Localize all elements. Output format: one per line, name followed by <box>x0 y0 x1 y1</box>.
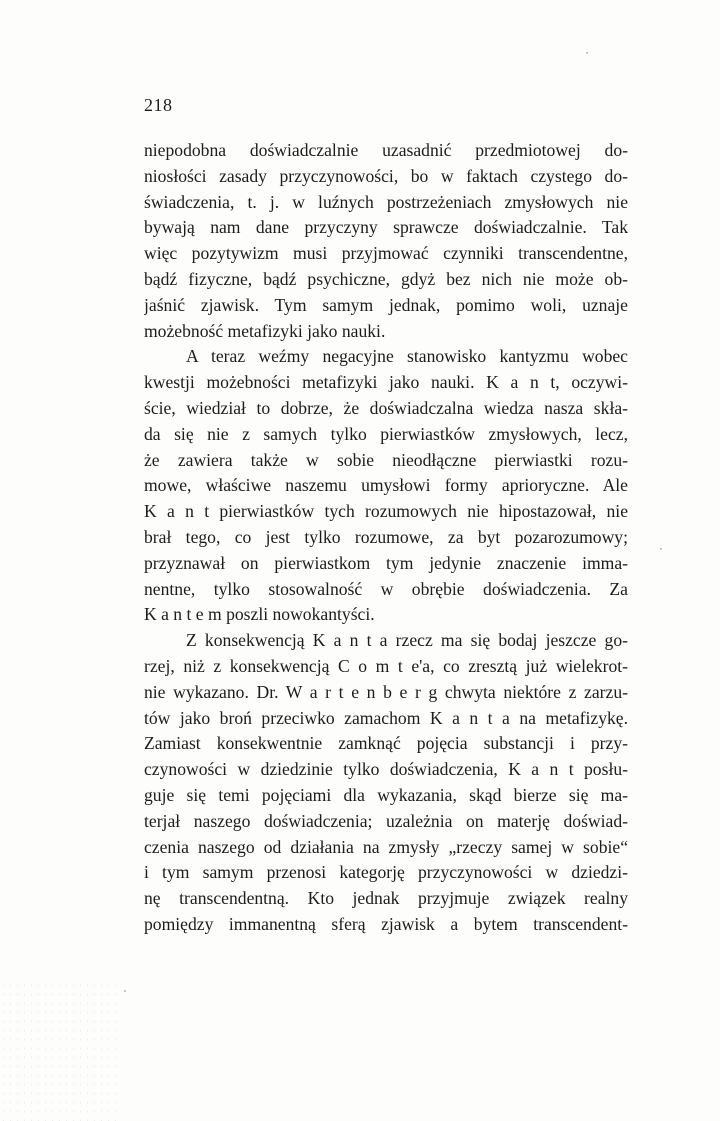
text-line: świadczenia, t. j. w luźnych postrzeżeniach zmysłowych nie <box>144 191 628 212</box>
text-line: pomiędzy immanentną sferą zjawisk a bytem transcendent- <box>144 913 628 934</box>
text-line: mowe, właściwe naszemu umysłowi formy aprioryczne. Ale <box>144 475 628 496</box>
text-line: niosłości zasady przyczynowości, bo w faktach czystego do- <box>144 165 628 186</box>
text-line: K a n t e m poszli nowokantyści. <box>144 604 375 625</box>
text-line: bywają nam dane przyczyny sprawcze doświadczalnie. Tak <box>144 217 628 238</box>
text-line: kwestji możebności metafizyki jako nauki. K a n t, oczywi- <box>144 372 628 393</box>
text-line: przyznawał on pierwiastkom tym jedynie znaczenie imma- <box>144 552 628 573</box>
text-line: terjał naszego doświadczenia; uzależnia on materję doświad- <box>144 810 628 831</box>
paper-edge-texture <box>0 981 120 1121</box>
text-line: możebność metafizyki jako nauki. <box>144 320 386 341</box>
text-line: bądź fizyczne, bądź psychiczne, gdyż bez nich nie może ob- <box>144 268 628 289</box>
text-line: jaśnić zjawisk. Tym samym jednak, pomimo woli, uznaje <box>144 294 628 315</box>
text-line: czenia naszego od działania na zmysły „rzeczy samej w sobie“ <box>144 836 628 857</box>
text-line: nę transcendentną. Kto jednak przyjmuje związek realny <box>144 888 628 909</box>
text-line: i tym samym przenosi kategorję przyczynowości w dziedzi- <box>144 862 628 883</box>
text-line: da się nie z samych tylko pierwiastków zmysłowych, lecz, <box>144 423 628 444</box>
text-line: A teraz weźmy negacyjne stanowisko kantyzmu wobec <box>186 346 628 367</box>
text-line: brał tego, co jest tylko rozumowe, za byt pozarozumowy; <box>144 526 628 547</box>
text-line: K a n t pierwiastków tych rozumowych nie hipostazował, nie <box>144 501 628 522</box>
text-line: nie wykazano. Dr. W a r t e n b e r g chwyta niektóre z zarzu- <box>144 681 628 702</box>
paper-speck <box>124 990 126 992</box>
text-line: że zawiera także w sobie nieodłączne pierwiastki rozu- <box>144 449 628 470</box>
page-number: 218 <box>144 95 173 115</box>
text-line: więc pozytywizm musi przyjmować czynniki transcendentne, <box>144 243 628 264</box>
text-line: Z konsekwencją K a n t a rzecz ma się bodaj jeszcze go- <box>186 630 628 651</box>
text-line: Zamiast konsekwentnie zamknąć pojęcia substancji i przy- <box>144 733 628 754</box>
text-line: tów jako broń przeciwko zamachom K a n t a na metafizykę. <box>144 707 628 728</box>
paper-speck <box>660 548 662 550</box>
body-text <box>144 138 628 938</box>
paper-speck <box>586 52 588 54</box>
text-line: guje się temi pojęciami dla wykazania, skąd bierze się ma- <box>144 784 628 805</box>
text-line: ście, wiedział to dobrze, że doświadczalna wiedza nasza skła- <box>144 397 628 418</box>
text-line: nentne, tylko stosowalność w obrębie doświadczenia. Za <box>144 578 628 599</box>
text-line: czynowości w dziedzinie tylko doświadczenia, K a n t posłu- <box>144 759 628 780</box>
text-line: niepodobna doświadczalnie uzasadnić przedmiotowej do- <box>144 140 628 160</box>
text-line: rzej, niż z konsekwencją C o m t e'a, co zresztą już wielekrot- <box>144 655 628 676</box>
